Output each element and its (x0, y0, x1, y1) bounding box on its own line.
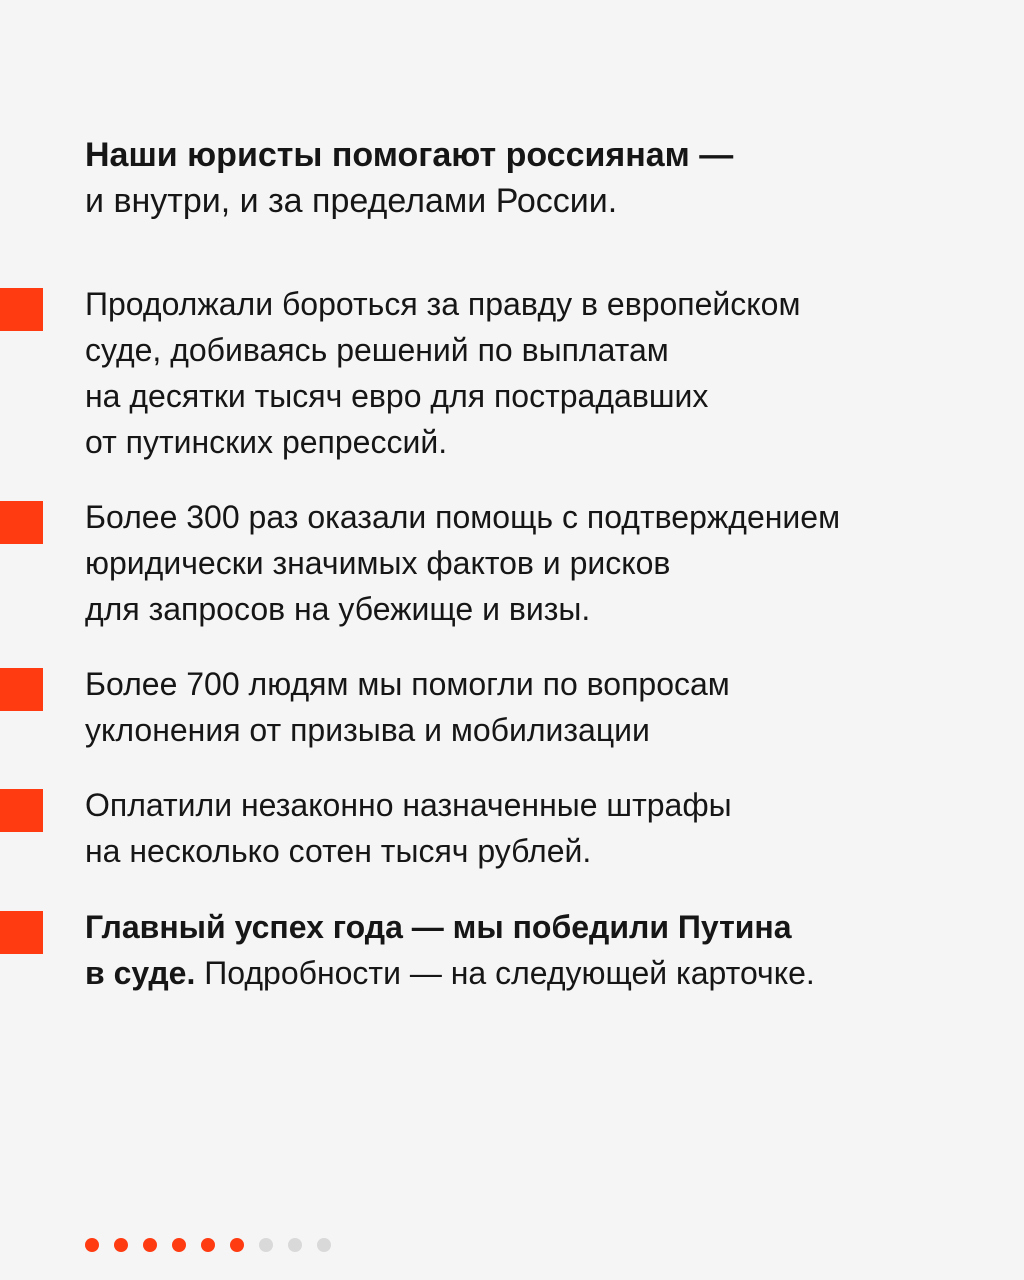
item-line: для запросов на убежище и визы. (85, 591, 591, 627)
pager-dot-active[interactable] (201, 1238, 215, 1252)
item-text (85, 782, 985, 874)
item-line: суде, добиваясь решений по выплатам (85, 332, 669, 368)
item-line-bold: Главный успех года — мы победили Путина (85, 909, 792, 945)
item-line: Оплатили незаконно назначенные штрафы (85, 787, 732, 823)
intro-title: Наши юристы помогают россиянам — (85, 136, 734, 174)
pager-dot-active[interactable] (85, 1238, 99, 1252)
item-line: от путинских репрессий. (85, 424, 448, 460)
item-text (85, 494, 985, 632)
orange-square-icon (0, 911, 43, 954)
item-line: на несколько сотен тысяч рублей. (85, 833, 592, 869)
carousel-pager (85, 1238, 331, 1252)
orange-square-icon (0, 789, 43, 832)
item-line-regular: Подробности — на следующей карточке. (195, 955, 815, 991)
item-text (85, 281, 985, 465)
item-text (85, 661, 985, 753)
item-line: Более 700 людям мы помогли по вопросам (85, 666, 730, 702)
item-line: юридически значимых фактов и рисков (85, 545, 671, 581)
pager-dot[interactable] (288, 1238, 302, 1252)
orange-square-icon (0, 668, 43, 711)
intro-subtitle: и внутри, и за пределами России. (85, 182, 618, 220)
pager-dot-active[interactable] (143, 1238, 157, 1252)
item-line-bold: в суде. (85, 955, 196, 991)
pager-dot[interactable] (317, 1238, 331, 1252)
item-line: Более 300 раз оказали помощь с подтверждением (85, 499, 841, 535)
item-text (85, 904, 985, 996)
item-line: уклонения от призыва и мобилизации (85, 712, 650, 748)
pager-dot-active[interactable] (230, 1238, 244, 1252)
orange-square-icon (0, 501, 43, 544)
pager-dot-active[interactable] (114, 1238, 128, 1252)
item-line: на десятки тысяч евро для пострадавших (85, 378, 709, 414)
intro-block (85, 132, 965, 224)
orange-square-icon (0, 288, 43, 331)
pager-dot[interactable] (259, 1238, 273, 1252)
item-line: Продолжали бороться за правду в европейском (85, 286, 801, 322)
pager-dot-active[interactable] (172, 1238, 186, 1252)
